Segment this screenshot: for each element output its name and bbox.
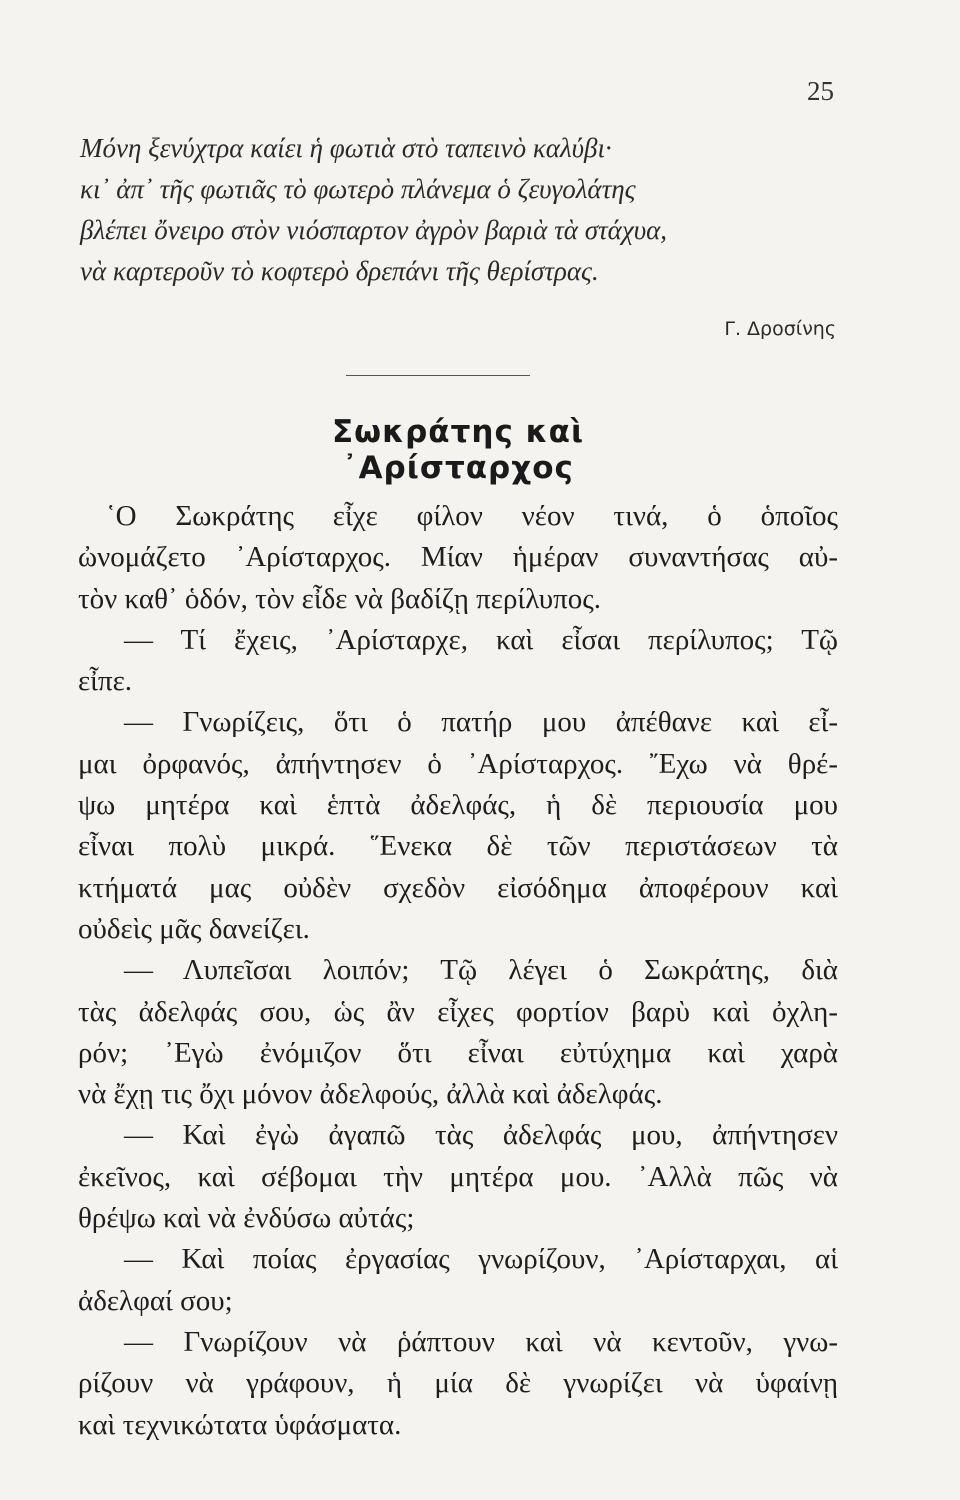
text-line: — Γνωρίζεις, ὅτι ὁ πατήρ μου ἀπέθανε καὶ εἶ- [124,706,838,739]
section-divider [346,375,530,376]
text-line: — Γνωρίζουν νὰ ῥάπτουν καὶ νὰ κεντοῦν, γνω- [124,1325,838,1358]
text-line: τὰς ἀδελφάς σου, ὡς ἂν εἶχες φορτίον βαρὺ καὶ ὀχλη- [78,995,838,1028]
text-line: καὶ τεχνικώτατα ὑφάσματα. [78,1408,402,1441]
text-line: ἀδελφαί σου; [78,1284,233,1317]
poem-author: Γ. Δροσίνης [724,318,836,340]
text-line: ὠνομάζετο ᾿Αρίσταρχος. Μίαν ἡμέραν συναντήσας αὐ- [78,541,838,574]
text-line: ψω μητέρα καὶ ἑπτὰ ἀδελφάς, ἡ δὲ περιουσία μου [78,789,838,822]
page-number: 25 [807,76,834,106]
text-line: — Τί ἔχεις, ᾿Αρίσταρχε, καὶ εἶσαι περίλυπος; Τῷ [124,623,838,656]
text-line: — Λυπεῖσαι λοιπόν; Τῷ λέγει ὁ Σωκράτης, διὰ [124,954,838,987]
poem-line: Μόνη ξενύχτρα καίει ἡ φωτιὰ στὸ ταπεινὸ καλύβι· [80,133,612,163]
text-line: νὰ ἔχῃ τις ὄχι μόνον ἀδελφούς, ἀλλὰ καὶ ἀδελφάς. [78,1078,663,1111]
poem-block [80,128,840,292]
text-line: οὐδεὶς μᾶς δανείζει. [78,912,310,945]
poem-line: νὰ καρτεροῦν τὸ κοφτερὸ δρεπάνι τῆς θερίστρας. [80,256,599,286]
text-line: εἶπε. [78,665,133,698]
text-line: ρίζουν νὰ γράφουν, ἡ μία δὲ γνωρίζει νὰ ὑφαίνῃ [78,1367,838,1400]
text-line: ἐκεῖνος, καὶ σέβομαι τὴν μητέρα μου. ᾿Αλλὰ πῶς νὰ [78,1160,838,1193]
text-line: εἶναι πολὺ μικρά. ῞Ενεκα δὲ τῶν περιστάσεων τὰ [78,830,838,863]
text-line: τὸν καθ᾿ ὁδόν, τὸν εἶδε νὰ βαδίζῃ περίλυπος. [78,582,601,615]
text-line: — Καὶ ἐγὼ ἀγαπῶ τὰς ἀδελφάς μου, ἀπήντησεν [124,1119,838,1152]
text-line: μαι ὀρφανός, ἀπήντησεν ὁ ᾿Αρίσταρχος. ῎Εχω νὰ θρέ- [78,747,838,780]
text-line: ρόν; ᾿Εγὼ ἐνόμιζον ὅτι εἶναι εὐτύχημα καὶ χαρὰ [78,1036,838,1069]
poem-line: κι᾿ ἀπ᾿ τῆς φωτιᾶς τὸ φωτερὸ πλάνεμα ὁ ζευγολάτης [80,174,636,204]
chapter-title: Σωκράτης καὶ ᾿Αρίσταρχος [331,414,585,486]
text-line: ῾Ο Σωκράτης εἶχε φίλον νέον τινά, ὁ ὁποῖος [106,500,838,532]
text-line: — Καὶ ποίας ἐργασίας γνωρίζουν, ᾿Αρίσταρχαι, αἱ [124,1243,838,1276]
text-line: κτήματά μας οὐδὲν σχεδὸν εἰσόδημα ἀποφέρουν καὶ [78,871,838,904]
poem-line: βλέπει ὄνειρο στὸν νιόσπαρτον ἀγρὸν βαριὰ τὰ στάχυα, [80,215,668,245]
body-text [78,496,838,1446]
text-line: θρέψω καὶ νὰ ἐνδύσω αὐτάς; [78,1202,415,1235]
